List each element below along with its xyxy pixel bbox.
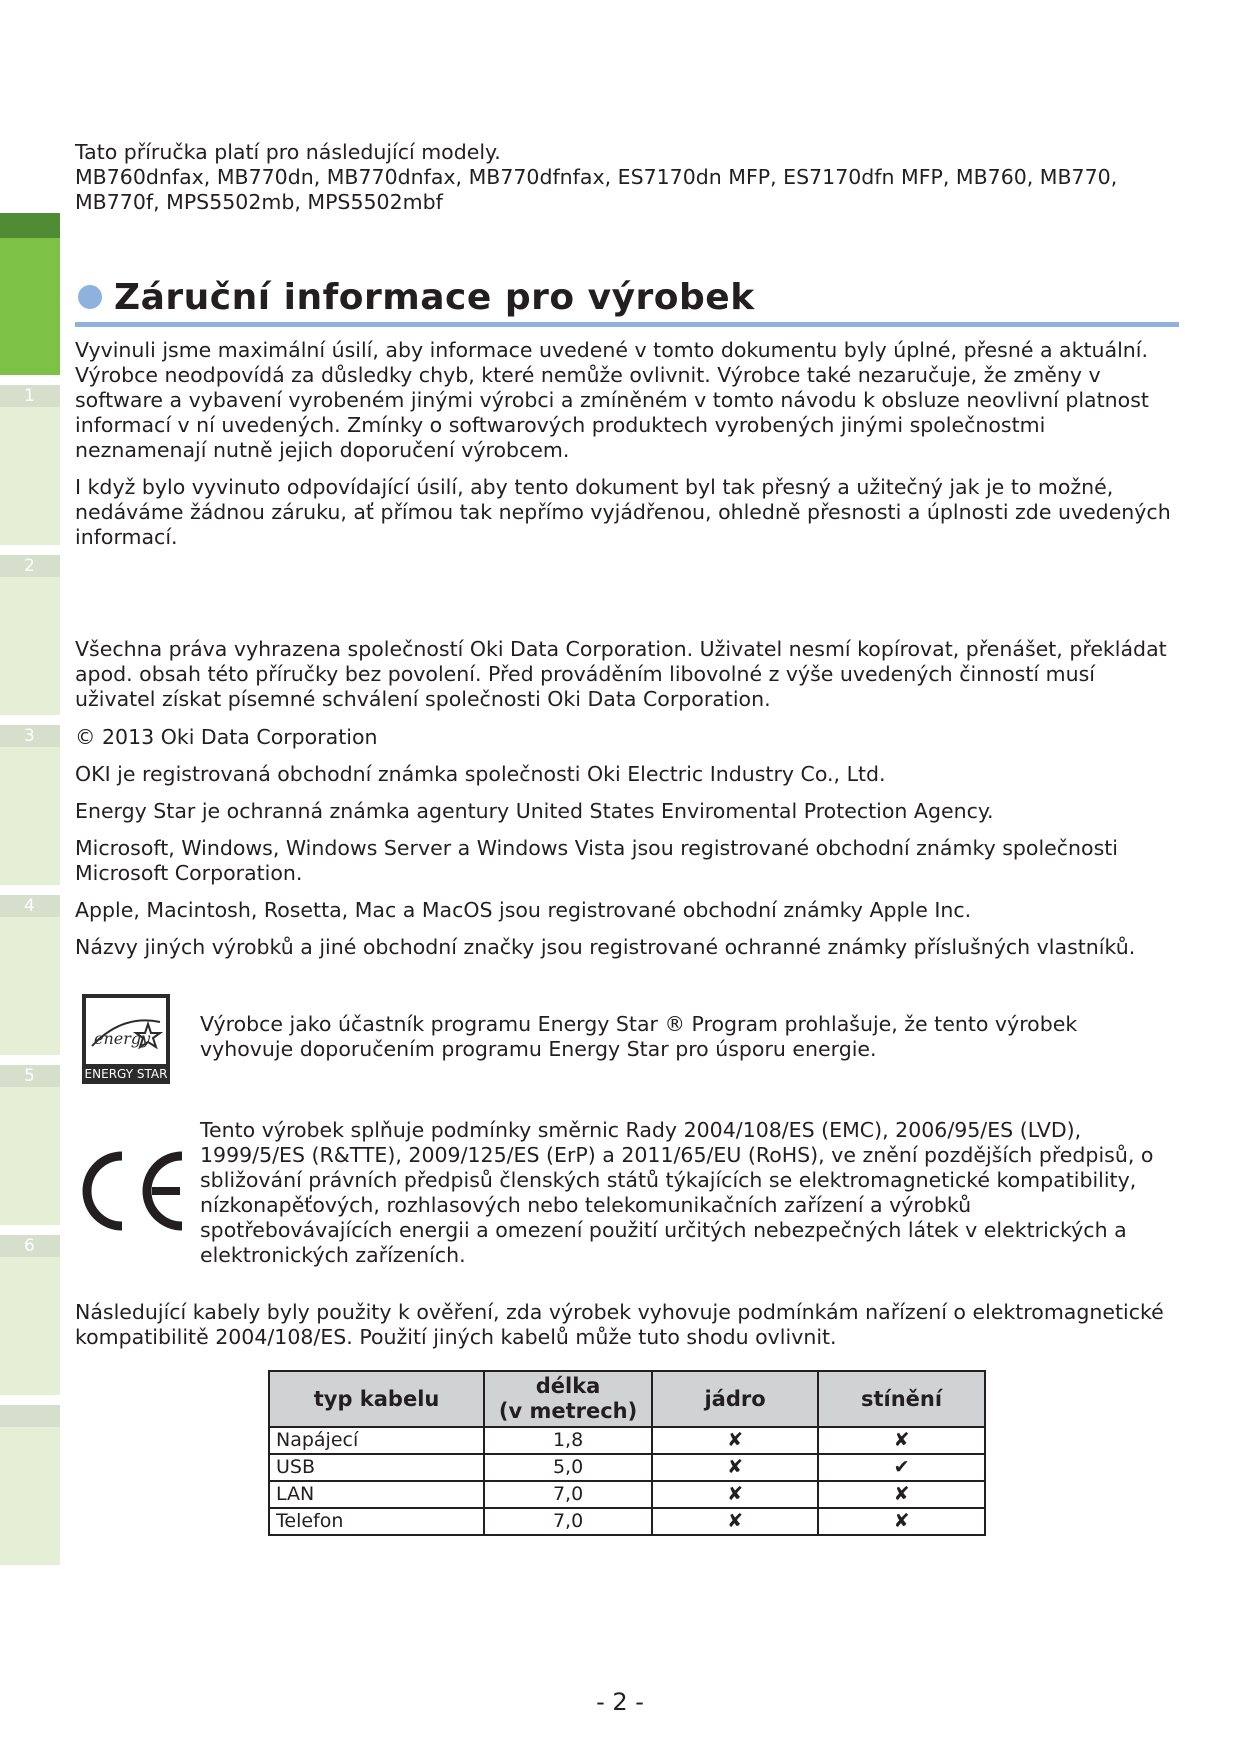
trademark-microsoft: Microsoft, Windows, Windows Server a Windows Vista jsou registrované obchodní známky společnosti Microsoft Corporation. — [75, 836, 1118, 885]
cell-shield: ✘ — [818, 1508, 985, 1535]
header-length-line1: délka — [535, 1374, 601, 1398]
energy-star-label: ENERGY STAR — [84, 1067, 168, 1081]
cell-length: 1,8 — [484, 1427, 652, 1454]
warranty-paragraph-2: I když bylo vyvinuto odpovídající úsilí, aby tento dokument byl tak přesný a užitečný jak je to možné, nedáváme žádnou záruku, ať přímou tak nepřímo vyjádřenou, ohledně přesnosti a úplnosti zde uvedených informací. — [75, 475, 1171, 549]
energy-star-icon — [82, 994, 170, 1084]
sidebar-tab-label: 6 — [0, 1235, 60, 1257]
energy-star-logo — [82, 994, 170, 1084]
cell-core: ✘ — [652, 1508, 818, 1535]
sidebar-tab-2[interactable] — [0, 555, 60, 715]
trademark-apple: Apple, Macintosh, Rosetta, Mac a MacOS jsou registrované obchodní známky Apple Inc. — [75, 898, 972, 922]
sidebar-tab-active-bar — [0, 213, 60, 238]
table-row — [269, 1454, 985, 1481]
cell-type: LAN — [269, 1481, 484, 1508]
cell-length: 7,0 — [484, 1481, 652, 1508]
models-list-line: MB770f, MPS5502mb, MPS5502mbf — [75, 190, 443, 214]
cell-shield: ✔ — [818, 1454, 985, 1481]
bullet-dot-icon — [78, 285, 102, 309]
ce-mark-icon — [80, 1150, 190, 1232]
table-row — [269, 1508, 985, 1535]
sidebar-tab-5[interactable] — [0, 1065, 60, 1225]
section-title: Záruční informace pro výrobek — [114, 276, 755, 318]
cable-table — [268, 1370, 986, 1536]
sidebar-tab-1[interactable] — [0, 385, 60, 545]
table-row — [269, 1481, 985, 1508]
cell-core: ✘ — [652, 1454, 818, 1481]
cell-type: USB — [269, 1454, 484, 1481]
trademark-oki: OKI je registrovaná obchodní známka společnosti Oki Electric Industry Co., Ltd. — [75, 762, 886, 786]
heading-divider — [75, 322, 1179, 327]
energy-script-text: energy — [94, 1029, 151, 1048]
header-cable-type: typ kabelu — [269, 1371, 484, 1427]
cell-type: Napájecí — [269, 1427, 484, 1454]
trademark-others: Názvy jiných výrobků a jiné obchodní značky jsou registrované ochranné známky příslušných vlastníků. — [75, 935, 1136, 959]
trademark-energy-star: Energy Star je ochranná známka agentury United States Enviromental Protection Agency. — [75, 799, 994, 823]
models-list-line: MB760dnfax, MB770dn, MB770dnfax, MB770dfnfax, ES7170dn MFP, ES7170dfn MFP, MB760, MB770, — [75, 165, 1118, 189]
page-number: - 2 - — [596, 1688, 644, 1716]
section-heading — [78, 272, 755, 322]
energy-star-statement: Výrobce jako účastník programu Energy Star ® Program prohlašuje, že tento výrobek vyhovuje doporučením programu Energy Star pro úsporu energie. — [200, 1012, 1078, 1061]
header-shield: stínění — [818, 1371, 985, 1427]
warranty-paragraph-1: Vyvinuli jsme maximální úsilí, aby informace uvedené v tomto dokumentu byly úplné, přesné a aktuální. Výrobce neodpovídá za důsledky chyb, které nemůže ovlivnit. Výrobce také nezaručuje, že změny v software a vybavení vyrobeném jinými výrobci a zmíněném v tomto návodu k obsluze neovlivní platnost informací v ní uvedených. Zmínky o softwarových produktech vyrobených jinými společnostmi neznamenají nutně jejich doporučení výrobcem. — [75, 338, 1149, 462]
cell-shield: ✘ — [818, 1427, 985, 1454]
sidebar-tab-label: 3 — [0, 725, 60, 747]
copyright-line: © 2013 Oki Data Corporation — [75, 725, 378, 749]
ce-mark-logo — [80, 1150, 190, 1232]
models-intro-line: Tato příručka platí pro následující modely. — [75, 140, 501, 164]
cell-shield: ✘ — [818, 1481, 985, 1508]
sidebar-tab-4[interactable] — [0, 895, 60, 1055]
cell-type: Telefon — [269, 1508, 484, 1535]
sidebar-tab-label — [0, 1405, 60, 1427]
sidebar-tab-6[interactable] — [0, 1235, 60, 1395]
header-length-line2: (v metrech) — [498, 1399, 638, 1423]
cell-length: 7,0 — [484, 1508, 652, 1535]
table-row — [269, 1427, 985, 1454]
cell-core: ✘ — [652, 1427, 818, 1454]
sidebar-tab-7[interactable] — [0, 1405, 60, 1565]
table-header-row — [269, 1371, 985, 1427]
cell-core: ✘ — [652, 1481, 818, 1508]
ce-compliance-statement: Tento výrobek splňuje podmínky směrnic Rady 2004/108/ES (EMC), 2006/95/ES (LVD), 1999/5/ES (R&TTE), 2009/125/ES (ErP) a 2011/65/EU (RoHS), ve znění pozdějších předpisů, o sbližování právních předpisů členských států týkajících se elektromagnetické kompatibility, nízkonapěťových, rozhlasových nebo telekomunikačních zařízení a výrobků spotřebovávajících energii a omezení použití určitých nebezpečných látek v elektrických a elektronických zařízeních. — [200, 1118, 1154, 1267]
sidebar-tab-label: 5 — [0, 1065, 60, 1087]
sidebar-tab-active[interactable] — [0, 213, 60, 375]
header-length — [484, 1371, 652, 1427]
models-intro — [75, 140, 1180, 215]
copyright-paragraph: Všechna práva vyhrazena společností Oki Data Corporation. Uživatel nesmí kopírovat, přenášet, překládat apod. obsah této příručky bez povolení. Před prováděním libovolné z výše uvedených činností musí uživatel získat písemné schválení společnosti Oki Data Corporation. — [75, 637, 1167, 711]
sidebar-tab-3[interactable] — [0, 725, 60, 885]
header-core: jádro — [652, 1371, 818, 1427]
sidebar-tab-label: 1 — [0, 385, 60, 407]
sidebar-tab-label: 4 — [0, 895, 60, 917]
cables-intro: Následující kabely byly použity k ověření, zda výrobek vyhovuje podmínkám nařízení o elektromagnetické kompatibilitě 2004/108/ES. Použití jiných kabelů může tuto shodu ovlivnit. — [75, 1300, 1164, 1349]
sidebar-tab-label: 2 — [0, 555, 60, 577]
cell-length: 5,0 — [484, 1454, 652, 1481]
